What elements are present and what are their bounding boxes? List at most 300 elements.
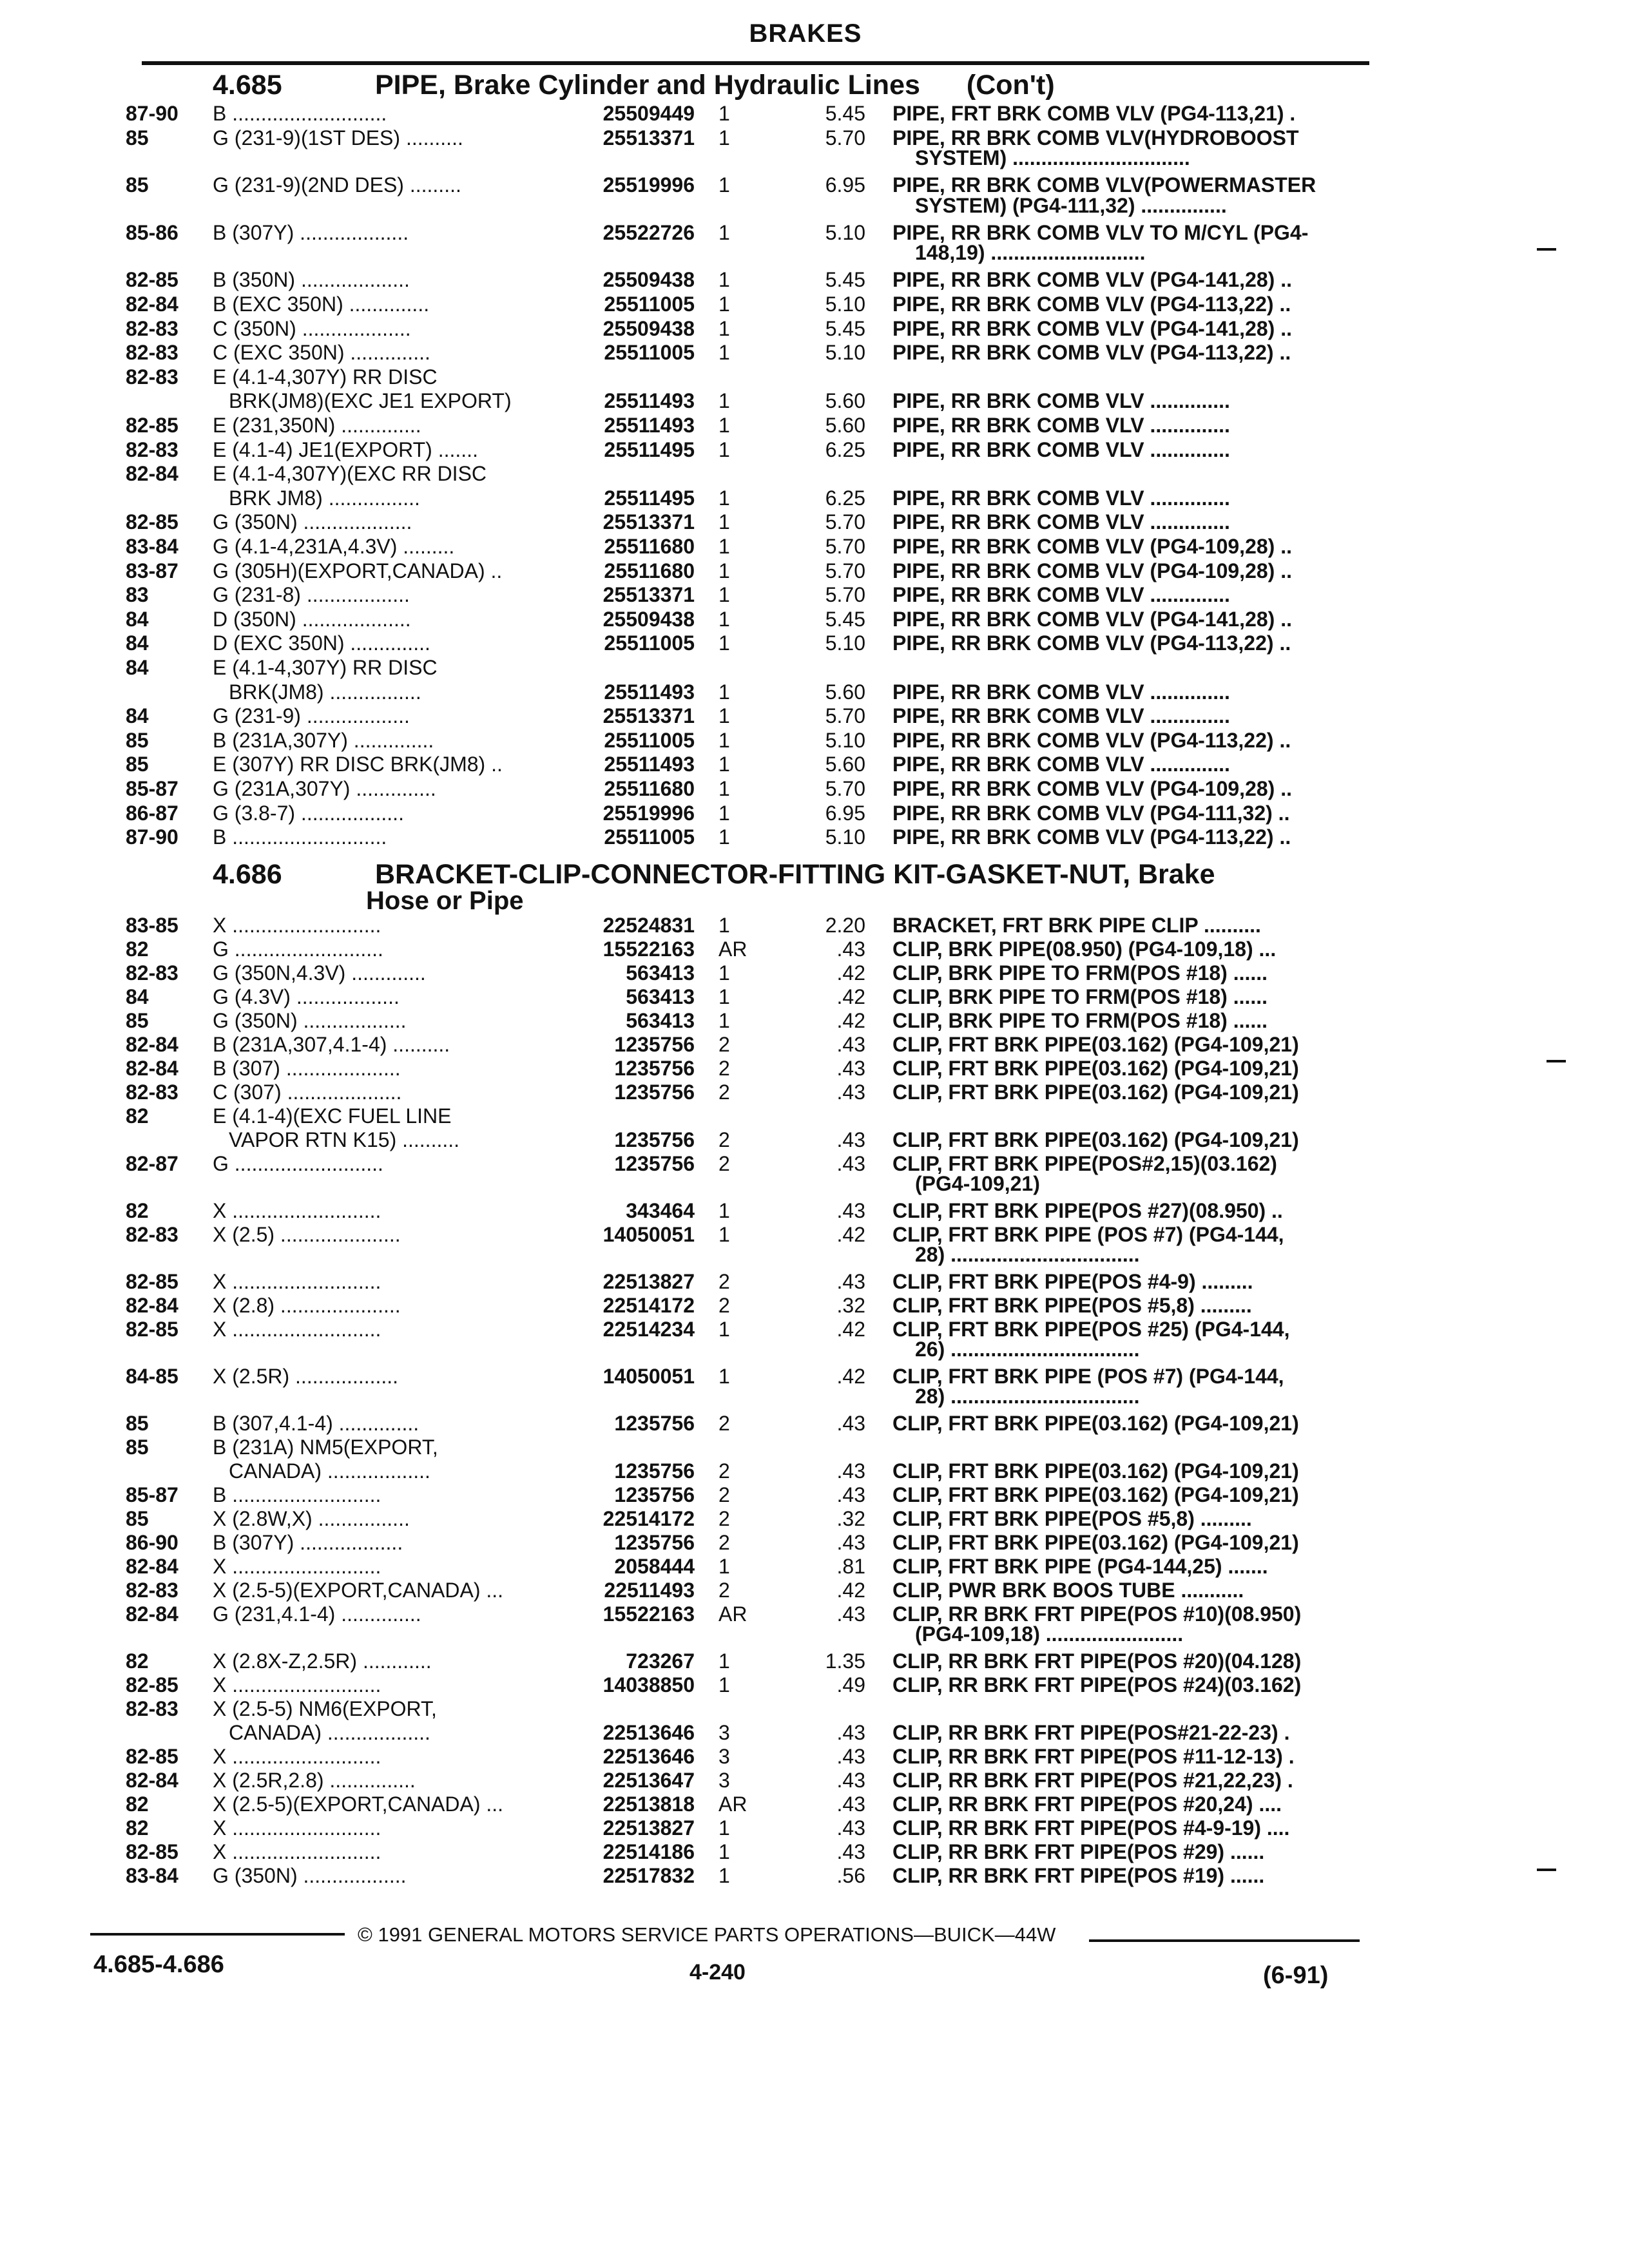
description: CLIP, RR BRK FRT PIPE(POS #24)(03.162)	[892, 1673, 1302, 1696]
part-number: 22513827	[602, 1270, 695, 1293]
year-range: 82	[126, 937, 149, 961]
quantity: 1	[718, 801, 730, 825]
series-code: C (307) ....................	[213, 1081, 402, 1104]
description: PIPE, RR BRK COMB VLV (PG4-109,28) ..	[892, 559, 1292, 582]
series-code: X (2.8W,X) ................	[213, 1507, 410, 1530]
series-code: G ..........................	[213, 1152, 383, 1175]
price: 5.70	[825, 704, 865, 728]
quantity: 1	[718, 753, 730, 776]
part-number: 22517832	[602, 1864, 695, 1887]
series-code: X ..........................	[213, 1745, 381, 1768]
year-range: 82	[126, 1816, 149, 1840]
price: .42	[836, 1009, 865, 1032]
description: CLIP, RR BRK FRT PIPE(POS#21-22-23) .	[892, 1721, 1290, 1744]
description: CLIP, FRT BRK PIPE (POS #7) (PG4-144,	[892, 1365, 1284, 1388]
series-code: B ...........................	[213, 102, 387, 125]
quantity: AR	[718, 1602, 747, 1626]
part-number: 25511005	[604, 631, 695, 655]
year-range: 85	[126, 1436, 149, 1459]
quantity: 2	[718, 1531, 730, 1554]
part-number: 14050051	[602, 1223, 695, 1246]
series-code: G (231-8) ..................	[213, 583, 410, 607]
quantity: 2	[718, 1412, 730, 1435]
series-code: C (350N) ...................	[213, 316, 411, 340]
quantity: 1	[718, 437, 730, 461]
part-number: 25509438	[602, 316, 695, 340]
price: .43	[836, 1081, 865, 1104]
series-code: G (231-9)(1ST DES) ..........	[213, 126, 463, 149]
part-number: 1235756	[614, 1081, 695, 1104]
price: .42	[836, 961, 865, 985]
series-code: E (4.1-4)(EXC FUEL LINE	[213, 1104, 452, 1128]
price: .43	[836, 1840, 865, 1863]
series-code: X ..........................	[213, 1673, 381, 1696]
part-number: 25511495	[604, 437, 695, 461]
description: PIPE, RR BRK COMB VLV (PG4-113,22) ..	[892, 293, 1291, 316]
quantity: 1	[718, 1365, 730, 1388]
page-header-title: BRAKES	[749, 19, 862, 48]
part-number: 25511005	[604, 728, 695, 752]
description: PIPE, RR BRK COMB VLV (PG4-109,28) ..	[892, 535, 1292, 558]
year-range: 82	[126, 1792, 149, 1816]
part-number: 22513646	[602, 1745, 695, 1768]
year-range: 82-85	[126, 1318, 178, 1341]
quantity: 1	[718, 316, 730, 340]
price: .43	[836, 1033, 865, 1056]
quantity: 1	[718, 680, 730, 704]
margin-mark	[1537, 248, 1556, 251]
part-number: 25511005	[604, 293, 695, 316]
series-code: G (350N) ...................	[213, 510, 412, 534]
description: CLIP, BRK PIPE(08.950) (PG4-109,18) ...	[892, 937, 1277, 961]
part-number: 22514172	[602, 1294, 695, 1317]
price: 6.95	[825, 173, 865, 197]
quantity: 1	[718, 914, 730, 937]
series-code: BRK JM8) ................	[229, 486, 420, 510]
series-code: G (305H)(EXPORT,CANADA) ..	[213, 559, 503, 582]
price: .43	[836, 1270, 865, 1293]
year-range: 82-85	[126, 1840, 178, 1863]
description-continuation: SYSTEM) (PG4-111,32) ...............	[915, 193, 1227, 217]
year-range: 85	[126, 1507, 149, 1530]
description: CLIP, RR BRK FRT PIPE(POS #29) ......	[892, 1840, 1265, 1863]
year-range: 82-85	[126, 414, 178, 437]
description: PIPE, RR BRK COMB VLV ..............	[892, 753, 1230, 776]
description-continuation: (PG4-109,18) ........................	[915, 1622, 1184, 1646]
series-code: B (350N) ...................	[213, 268, 410, 292]
series-code: D (EXC 350N) ..............	[213, 631, 430, 655]
year-range: 84	[126, 607, 149, 631]
price: .42	[836, 1223, 865, 1246]
part-number: 22514234	[602, 1318, 695, 1341]
description-continuation: 148,19) ...........................	[915, 241, 1146, 265]
part-number: 22514186	[602, 1840, 695, 1863]
description: PIPE, RR BRK COMB VLV (PG4-113,22) ..	[892, 341, 1291, 365]
quantity: 3	[718, 1769, 730, 1792]
quantity: 2	[718, 1081, 730, 1104]
price: .43	[836, 1745, 865, 1768]
year-range: 85	[126, 126, 149, 149]
price: .43	[836, 1128, 865, 1151]
quantity: 1	[718, 825, 730, 849]
price: .43	[836, 1792, 865, 1816]
description: PIPE, RR BRK COMB VLV(POWERMASTER	[892, 173, 1316, 197]
footer-rule-right	[1089, 1939, 1360, 1942]
part-number: 25511680	[604, 559, 695, 582]
description: PIPE, RR BRK COMB VLV ..............	[892, 437, 1230, 461]
year-range: 85	[126, 173, 149, 197]
year-range: 86-87	[126, 801, 178, 825]
year-range: 82-83	[126, 961, 178, 985]
year-range: 85-87	[126, 777, 178, 800]
series-code: X (2.5) .....................	[213, 1223, 401, 1246]
part-number: 25513371	[602, 126, 695, 149]
section-4685-heading	[213, 70, 1055, 101]
part-number: 25511493	[604, 753, 695, 776]
description: PIPE, RR BRK COMB VLV ..............	[892, 414, 1230, 437]
part-number: 25513371	[602, 704, 695, 728]
year-range: 83-85	[126, 914, 178, 937]
quantity: 1	[718, 607, 730, 631]
description: CLIP, FRT BRK PIPE(03.162) (PG4-109,21)	[892, 1531, 1299, 1554]
description: PIPE, RR BRK COMB VLV ..............	[892, 680, 1230, 704]
year-range: 84	[126, 704, 149, 728]
series-code: BRK(JM8) ................	[229, 680, 421, 704]
part-number: 22524831	[602, 914, 695, 937]
year-range: 82-83	[126, 1223, 178, 1246]
description: PIPE, RR BRK COMB VLV(HYDROBOOST	[892, 126, 1299, 149]
price: 5.70	[825, 583, 865, 607]
description: CLIP, FRT BRK PIPE(POS#2,15)(03.162)	[892, 1152, 1277, 1175]
year-range: 83	[126, 583, 149, 607]
part-number: 1235756	[614, 1531, 695, 1554]
part-number: 22513818	[602, 1792, 695, 1816]
quantity: 1	[718, 535, 730, 558]
part-number: 15522163	[602, 1602, 695, 1626]
quantity: 1	[718, 126, 730, 149]
quantity: 1	[718, 1864, 730, 1887]
price: .81	[836, 1555, 865, 1578]
series-code: B ..........................	[213, 1483, 381, 1506]
series-code: B (231A) NM5(EXPORT,	[213, 1436, 438, 1459]
year-range: 82-84	[126, 1294, 178, 1317]
part-number: 563413	[626, 1009, 695, 1032]
quantity: 2	[718, 1294, 730, 1317]
quantity: 2	[718, 1483, 730, 1506]
description: CLIP, FRT BRK PIPE(POS #5,8) .........	[892, 1294, 1252, 1317]
price: .32	[836, 1507, 865, 1530]
year-range: 86-90	[126, 1531, 178, 1554]
series-code: E (231,350N) ..............	[213, 414, 421, 437]
price: 5.70	[825, 559, 865, 582]
description: CLIP, FRT BRK PIPE (PG4-144,25) .......	[892, 1555, 1268, 1578]
series-code: G (4.1-4,231A,4.3V) .........	[213, 535, 455, 558]
description: CLIP, FRT BRK PIPE(POS #25) (PG4-144,	[892, 1318, 1290, 1341]
quantity: 1	[718, 341, 730, 365]
quantity: 3	[718, 1745, 730, 1768]
year-range: 83-84	[126, 1864, 178, 1887]
description: CLIP, FRT BRK PIPE(POS #27)(08.950) ..	[892, 1199, 1283, 1222]
part-number: 25511493	[604, 680, 695, 704]
year-range: 85	[126, 1009, 149, 1032]
quantity: 2	[718, 1033, 730, 1056]
part-number: 343464	[626, 1199, 695, 1222]
description: CLIP, RR BRK FRT PIPE(POS #21,22,23) .	[892, 1769, 1293, 1792]
quantity: 1	[718, 631, 730, 655]
part-number: 25511680	[604, 535, 695, 558]
year-range: 82-87	[126, 1152, 178, 1175]
price: 2.20	[825, 914, 865, 937]
description: PIPE, RR BRK COMB VLV (PG4-111,32) ..	[892, 801, 1290, 825]
part-number: 1235756	[614, 1128, 695, 1151]
price: .43	[836, 1531, 865, 1554]
part-number: 25511495	[604, 486, 695, 510]
series-code: B (231A,307Y) ..............	[213, 728, 434, 752]
part-number: 25513371	[602, 583, 695, 607]
description: CLIP, FRT BRK PIPE(03.162) (PG4-109,21)	[892, 1483, 1299, 1506]
price: .43	[836, 937, 865, 961]
description: CLIP, FRT BRK PIPE(03.162) (PG4-109,21)	[892, 1033, 1299, 1056]
quantity: 1	[718, 510, 730, 534]
price: .43	[836, 1057, 865, 1080]
series-code: D (350N) ...................	[213, 607, 411, 631]
section-title: PIPE, Brake Cylinder and Hydraulic Lines	[374, 70, 920, 101]
margin-mark	[1537, 1869, 1556, 1871]
quantity: 1	[718, 1318, 730, 1341]
price: .43	[836, 1816, 865, 1840]
quantity: 1	[718, 704, 730, 728]
part-number: 25513371	[602, 510, 695, 534]
year-range: 85-86	[126, 220, 178, 244]
part-number: 1235756	[614, 1057, 695, 1080]
series-code: B (EXC 350N) ..............	[213, 293, 430, 316]
description: CLIP, PWR BRK BOOS TUBE ...........	[892, 1579, 1244, 1602]
series-code: B ...........................	[213, 825, 387, 849]
margin-mark	[1547, 1060, 1566, 1062]
part-number: 2058444	[614, 1555, 695, 1578]
price: .43	[836, 1602, 865, 1626]
series-code: E (4.1-4,307Y)(EXC RR DISC	[213, 462, 487, 486]
description: PIPE, RR BRK COMB VLV (PG4-141,28) ..	[892, 316, 1292, 340]
year-range: 82-84	[126, 462, 178, 486]
year-range: 82	[126, 1199, 149, 1222]
footer-revision-date: (6-91)	[1263, 1962, 1329, 1989]
series-code: X ..........................	[213, 1318, 381, 1341]
quantity: 2	[718, 1579, 730, 1602]
year-range: 82-84	[126, 1033, 178, 1056]
series-code: B (307,4.1-4) ..............	[213, 1412, 419, 1435]
quantity: 1	[718, 961, 730, 985]
price: .43	[836, 1459, 865, 1483]
price: .56	[836, 1864, 865, 1887]
year-range: 82-85	[126, 268, 178, 292]
year-range: 85	[126, 728, 149, 752]
description: PIPE, RR BRK COMB VLV ..............	[892, 486, 1230, 510]
year-range: 82-85	[126, 510, 178, 534]
description: PIPE, FRT BRK COMB VLV (PG4-113,21) .	[892, 102, 1296, 125]
part-number: 1235756	[614, 1459, 695, 1483]
year-range: 84	[126, 985, 149, 1008]
description: CLIP, FRT BRK PIPE(03.162) (PG4-109,21)	[892, 1057, 1299, 1080]
year-range: 83-84	[126, 535, 178, 558]
part-number: 22513827	[602, 1816, 695, 1840]
header-rule	[142, 61, 1369, 65]
part-number: 14050051	[602, 1365, 695, 1388]
price: 6.25	[825, 437, 865, 461]
price: 5.45	[825, 607, 865, 631]
year-range: 82-83	[126, 1579, 178, 1602]
series-code: BRK(JM8)(EXC JE1 EXPORT)	[229, 389, 512, 413]
series-code: X (2.5R,2.8) ...............	[213, 1769, 416, 1792]
series-code: B (307) ....................	[213, 1057, 401, 1080]
quantity: 1	[718, 1009, 730, 1032]
quantity: 2	[718, 1057, 730, 1080]
description: CLIP, FRT BRK PIPE(POS #5,8) .........	[892, 1507, 1252, 1530]
part-number: 14038850	[602, 1673, 695, 1696]
part-number: 25519996	[602, 173, 695, 197]
series-code: X (2.8X-Z,2.5R) ............	[213, 1649, 432, 1673]
series-code: X (2.5-5)(EXPORT,CANADA) ...	[213, 1792, 504, 1816]
part-number: 25509438	[602, 268, 695, 292]
part-number: 25511493	[604, 389, 695, 413]
series-code: X ..........................	[213, 914, 381, 937]
series-code: X ..........................	[213, 1840, 381, 1863]
description: CLIP, RR BRK FRT PIPE(POS #11-12-13) .	[892, 1745, 1295, 1768]
series-code: G (3.8-7) ..................	[213, 801, 404, 825]
year-range: 82-83	[126, 437, 178, 461]
description: PIPE, RR BRK COMB VLV ..............	[892, 389, 1230, 413]
price: 5.45	[825, 102, 865, 125]
series-code: G (231-9)(2ND DES) .........	[213, 173, 461, 197]
section-number: 4.686	[213, 859, 282, 890]
price: .32	[836, 1294, 865, 1317]
price: 5.10	[825, 825, 865, 849]
quantity: 1	[718, 985, 730, 1008]
year-range: 85	[126, 753, 149, 776]
series-code: VAPOR RTN K15) ..........	[229, 1128, 460, 1151]
year-range: 82	[126, 1104, 149, 1128]
description: PIPE, RR BRK COMB VLV (PG4-141,28) ..	[892, 268, 1292, 292]
price: .43	[836, 1769, 865, 1792]
price: .43	[836, 1412, 865, 1435]
price: 5.10	[825, 631, 865, 655]
quantity: 1	[718, 559, 730, 582]
quantity: 1	[718, 268, 730, 292]
quantity: 2	[718, 1507, 730, 1530]
series-code: B (307Y) ..................	[213, 1531, 403, 1554]
description: CLIP, BRK PIPE TO FRM(POS #18) ......	[892, 961, 1268, 985]
series-code: E (4.1-4,307Y) RR DISC	[213, 656, 438, 679]
price: .42	[836, 1365, 865, 1388]
footer-copyright: © 1991 GENERAL MOTORS SERVICE PARTS OPERATIONS—BUICK—44W	[358, 1923, 1056, 1946]
description: PIPE, RR BRK COMB VLV (PG4-113,22) ..	[892, 728, 1291, 752]
quantity: 1	[718, 1649, 730, 1673]
description: CLIP, RR BRK FRT PIPE(POS #20)(04.128)	[892, 1649, 1302, 1673]
year-range: 82-83	[126, 341, 178, 365]
year-range: 82-85	[126, 1745, 178, 1768]
price: 5.70	[825, 777, 865, 800]
price: .49	[836, 1673, 865, 1696]
year-range: 82-83	[126, 1697, 178, 1720]
year-range: 84-85	[126, 1365, 178, 1388]
year-range: 82-83	[126, 316, 178, 340]
description: PIPE, RR BRK COMB VLV TO M/CYL (PG4-	[892, 220, 1309, 244]
series-code: X (2.5R) ..................	[213, 1365, 399, 1388]
series-code: E (4.1-4,307Y) RR DISC	[213, 365, 438, 389]
quantity: 1	[718, 486, 730, 510]
price: 5.70	[825, 535, 865, 558]
description: PIPE, RR BRK COMB VLV (PG4-109,28) ..	[892, 777, 1292, 800]
part-number: 25511493	[604, 414, 695, 437]
description: CLIP, RR BRK FRT PIPE(POS #4-9-19) ....	[892, 1816, 1290, 1840]
quantity: 1	[718, 293, 730, 316]
year-range: 82	[126, 1649, 149, 1673]
series-code: G (4.3V) ..................	[213, 985, 400, 1008]
series-code: G (231A,307Y) ..............	[213, 777, 436, 800]
year-range: 82-83	[126, 1081, 178, 1104]
price: 5.10	[825, 728, 865, 752]
description: CLIP, BRK PIPE TO FRM(POS #18) ......	[892, 1009, 1268, 1032]
description: CLIP, RR BRK FRT PIPE(POS #10)(08.950)	[892, 1602, 1302, 1626]
series-code: E (307Y) RR DISC BRK(JM8) ..	[213, 753, 503, 776]
series-code: X ..........................	[213, 1199, 381, 1222]
part-number: 22511493	[604, 1579, 695, 1602]
quantity: 1	[718, 173, 730, 197]
section-4686-heading	[213, 859, 1215, 890]
year-range: 87-90	[126, 102, 178, 125]
price: 5.60	[825, 680, 865, 704]
year-range: 82-85	[126, 1673, 178, 1696]
part-number: 22514172	[602, 1507, 695, 1530]
price: .42	[836, 1579, 865, 1602]
series-code: C (EXC 350N) ..............	[213, 341, 430, 365]
description: CLIP, FRT BRK PIPE(03.162) (PG4-109,21)	[892, 1081, 1299, 1104]
price: 5.60	[825, 414, 865, 437]
price: 5.60	[825, 753, 865, 776]
part-number: 25511005	[604, 825, 695, 849]
quantity: 1	[718, 777, 730, 800]
part-number: 22513646	[602, 1721, 695, 1744]
part-number: 25509449	[602, 102, 695, 125]
description: CLIP, FRT BRK PIPE(03.162) (PG4-109,21)	[892, 1128, 1299, 1151]
price: 5.70	[825, 510, 865, 534]
year-range: 84	[126, 631, 149, 655]
part-number: 563413	[626, 985, 695, 1008]
description-continuation: 26) .................................	[915, 1338, 1140, 1361]
part-number: 25511680	[604, 777, 695, 800]
price: 5.45	[825, 268, 865, 292]
part-number: 723267	[626, 1649, 695, 1673]
year-range: 82-84	[126, 1769, 178, 1792]
description: CLIP, BRK PIPE TO FRM(POS #18) ......	[892, 985, 1268, 1008]
quantity: 1	[718, 1816, 730, 1840]
description: CLIP, FRT BRK PIPE (POS #7) (PG4-144,	[892, 1223, 1284, 1246]
quantity: 1	[718, 1223, 730, 1246]
series-code: X (2.8) .....................	[213, 1294, 401, 1317]
series-code: X ..........................	[213, 1555, 381, 1578]
quantity: 1	[718, 1673, 730, 1696]
series-code: B (307Y) ...................	[213, 220, 409, 244]
year-range: 82-84	[126, 1555, 178, 1578]
year-range: 83-87	[126, 559, 178, 582]
description: PIPE, RR BRK COMB VLV ..............	[892, 583, 1230, 607]
year-range: 85-87	[126, 1483, 178, 1506]
price: 5.10	[825, 220, 865, 244]
description: CLIP, FRT BRK PIPE(03.162) (PG4-109,21)	[892, 1459, 1299, 1483]
description-continuation: SYSTEM) ...............................	[915, 146, 1190, 170]
series-code: CANADA) ..................	[229, 1459, 430, 1483]
price: .43	[836, 1721, 865, 1744]
